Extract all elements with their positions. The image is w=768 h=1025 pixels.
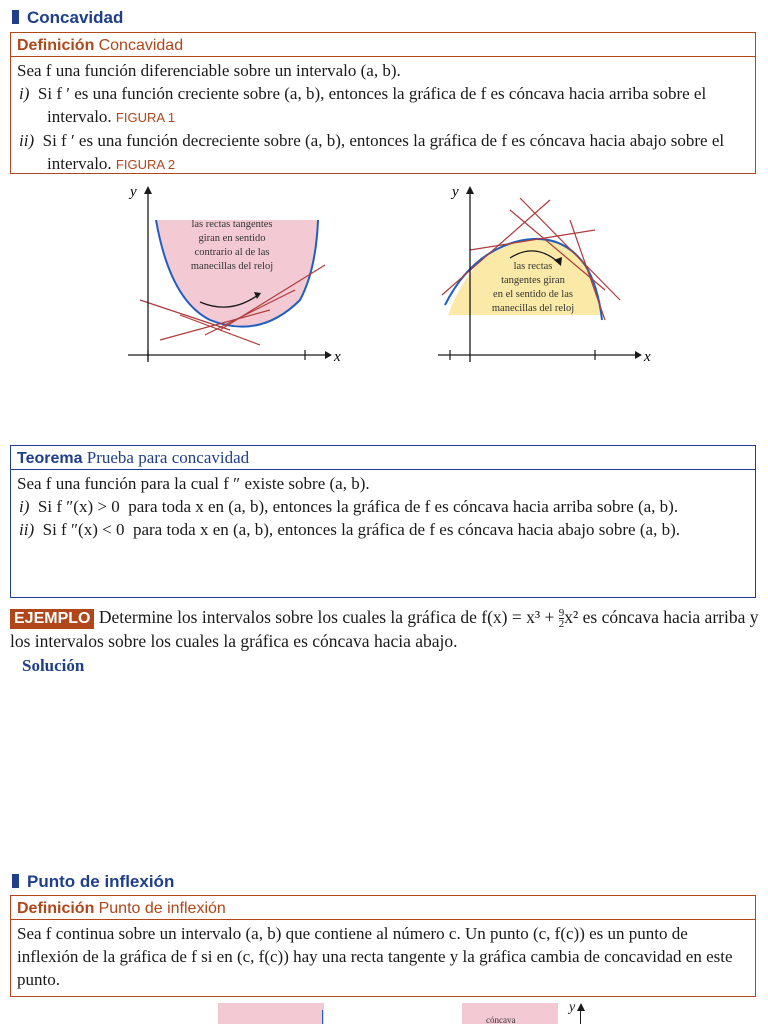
definition-keyword-2: Definición bbox=[17, 900, 95, 917]
theorem-body bbox=[11, 470, 755, 545]
theorem-intro: Sea f una función para la cual f ″ existe sobre (a, b). bbox=[17, 474, 370, 493]
svg-text:en el sentido de las: en el sentido de las bbox=[493, 289, 573, 300]
y-label-1: y bbox=[130, 184, 137, 200]
svg-text:giran en sentido: giran en sentido bbox=[198, 233, 266, 244]
x-arrow-icon-1 bbox=[325, 351, 332, 359]
x-label-2: x bbox=[644, 349, 651, 365]
y-arrow-icon-1 bbox=[144, 186, 152, 194]
svg-text:manecillas del reloj: manecillas del reloj bbox=[190, 261, 274, 272]
svg-text:manecillas del reloj: manecillas del reloj bbox=[491, 303, 575, 314]
theorem-keyword: Teorema bbox=[17, 450, 83, 467]
definition-intro: Sea f una función diferenciable sobre un intervalo (a, b). bbox=[17, 61, 401, 80]
definition-body bbox=[11, 57, 755, 180]
y-label-2: y bbox=[452, 184, 459, 200]
theorem-box bbox=[10, 445, 756, 598]
figure-1-ref: FIGURA 1 bbox=[115, 110, 176, 125]
example-fraction: $\frac{9}{2}$ bbox=[558, 607, 565, 631]
definition-title-2 bbox=[11, 896, 755, 920]
y-arrow-icon-2 bbox=[466, 186, 474, 194]
example-paragraph bbox=[10, 605, 760, 653]
example-text-after: x² es cóncava hacia arriba y los intervalos sobre los cuales la gráfica es cóncava hacia abajo. bbox=[10, 607, 759, 652]
x-arrow-icon-2 bbox=[635, 351, 642, 359]
concave-up-graph bbox=[120, 180, 350, 370]
section-heading-concavidad: Concavidad bbox=[12, 8, 123, 28]
definition-subject: Concavidad bbox=[98, 37, 184, 54]
theorem-subject: Prueba para concavidad bbox=[86, 448, 250, 467]
x-label-1: x bbox=[334, 349, 341, 365]
example-text-before: Determine los intervalos sobre los cuales la gráfica de f(x) = x³ + bbox=[98, 607, 555, 627]
definition-box-concavidad bbox=[10, 32, 756, 174]
solution-label: Solución bbox=[22, 656, 85, 675]
definition-box-inflexion bbox=[10, 895, 756, 997]
partial-y-arrow-icon bbox=[576, 1003, 586, 1011]
concave-down-graph bbox=[430, 180, 660, 370]
example-label: EJEMPLO bbox=[10, 609, 94, 629]
figure-2-ref: FIGURA 2 bbox=[115, 157, 176, 172]
partial-y-label: y bbox=[569, 1000, 576, 1015]
theorem-item-2: ii) Si f ″(x) < 0 para toda x en (a, b), entonces la gráfica de f es cóncava hacia abajo sobre (a, b). bbox=[19, 520, 680, 539]
theorem-title bbox=[11, 446, 755, 470]
definition-item-1: i) Si f ′ es una función creciente sobre (a, b), entonces la gráfica de f es cóncava hacia arriba sobre el intervalo. FIGURA 1 bbox=[19, 84, 707, 126]
partial-figure-pink-2 bbox=[462, 1003, 558, 1024]
svg-text:contrario al de las: contrario al de las bbox=[194, 247, 270, 258]
definition-item-2: ii) Si f ′ es una función decreciente sobre (a, b), entonces la gráfica de f es cóncava hacia abajo sobre el intervalo. FIGURA 2 bbox=[19, 131, 725, 173]
theorem-item-1: i) Si f ″(x) > 0 para toda x en (a, b), entonces la gráfica de f es cóncava hacia arriba sobre (a, b). bbox=[19, 497, 679, 516]
svg-text:tangentes giran: tangentes giran bbox=[501, 275, 565, 286]
definition-title bbox=[11, 33, 755, 57]
svg-text:las rectas: las rectas bbox=[513, 261, 553, 272]
definition-subject-2: Punto de inflexión bbox=[98, 900, 226, 917]
heading-square-icon-2 bbox=[12, 874, 19, 888]
definition-keyword: Definición bbox=[17, 37, 95, 54]
definition-body-2: Sea f continua sobre un intervalo (a, b) que contiene al número c. Un punto (c, f(c)) es un punto de inflexión de la gráfica de f si en (c, f(c)) hay una recta tangente y la gráfica cambia de concavidad en este punto. bbox=[17, 924, 733, 989]
partial-figure-pink-1 bbox=[218, 1003, 324, 1024]
heading-square-icon bbox=[12, 10, 19, 24]
section-heading-punto-inflexion: Punto de inflexión bbox=[12, 872, 174, 892]
svg-text:las rectas tangentes: las rectas tangentes bbox=[191, 219, 273, 230]
partial-label: cóncava bbox=[486, 1015, 516, 1025]
